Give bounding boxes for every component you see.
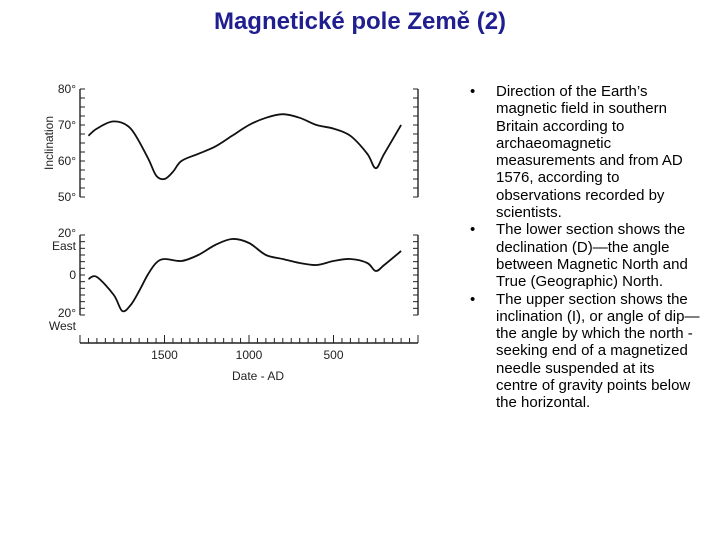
x-tick-label: 500 [323,348,344,362]
y-tick-label [52,226,77,253]
bullet-item: • Direction of the Earth’s magnetic field in southern Britain according to archaeomagnetic measurements and from AD 1576, according to observations recorded by scientists. [470,83,700,221]
y-tick-label-line: West [48,319,76,333]
y-tick-label: 50° [57,190,76,204]
y-tick-label [49,306,77,333]
x-tick-label: 1500 [151,348,178,362]
inclination-curve [88,114,401,179]
y-tick-label-line: 20° [57,226,76,240]
inclination-panel [58,82,418,204]
x-axis-label: Date - AD [231,369,285,383]
declination-curve [88,239,401,311]
y-tick-label: 0 [69,268,76,282]
y-tick-label: 70° [57,118,76,132]
archaeomagnetic-figure [40,75,440,395]
y-tick-label-line: East [51,239,76,253]
bullet-list [470,83,700,412]
x-tick-label: 1000 [235,348,263,362]
declination-panel [49,226,418,333]
y-tick-label: 80° [57,82,76,96]
slide-title: Magnetické pole Země (2) [213,8,507,35]
y-tick-label: 60° [57,154,76,168]
chart-svg [40,75,440,395]
y-axis-label-inclination: Inclination [42,115,56,171]
date-axis [80,335,418,362]
bullet-item: • The lower section shows the declination (D)—the angle between Magnetic North and True (Geographic) North. [470,221,700,290]
y-tick-label-line: 20° [57,306,76,320]
bullet-item: • The upper section shows the inclination (I), or angle of dip—the angle by which the north -seeking end of a magnetized needle suspended at its centre of gravity points below the horizontal. [470,291,700,412]
